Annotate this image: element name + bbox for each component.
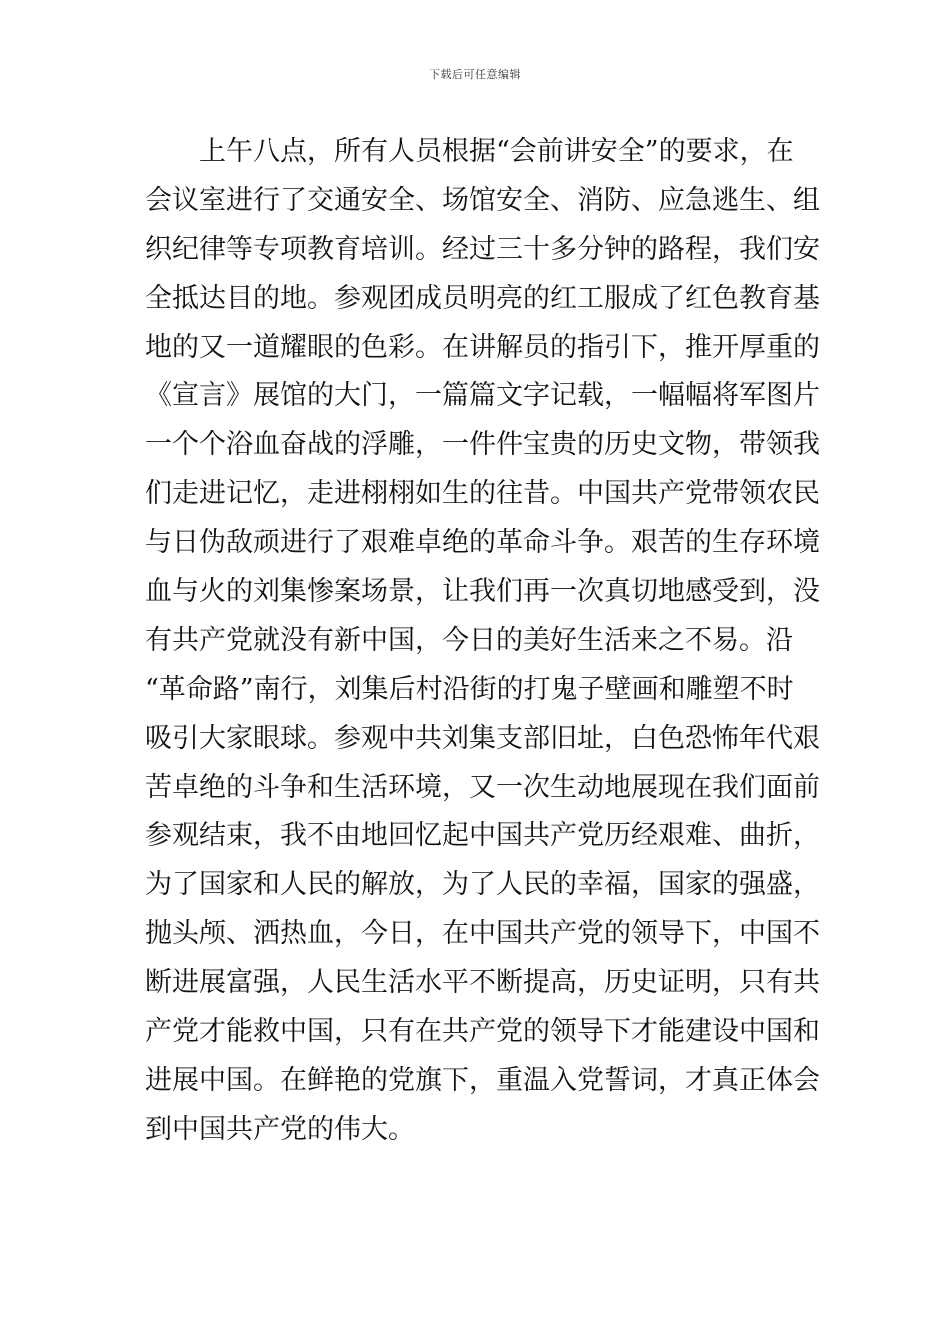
text-line: 一个个浴血奋战的浮雕，一件件宝贵的历史文物，带领我 xyxy=(145,429,820,461)
text-line: 苦卓绝的斗争和生活环境，又一次生动地展现在我们面前 xyxy=(145,771,820,803)
text-line: 为了国家和人民的解放，为了人民的幸福，国家的强盛， xyxy=(145,869,820,901)
text-line: 上午八点，所有人员根据“会前讲安全”的要求，在 xyxy=(145,136,794,167)
body-paragraph xyxy=(145,128,820,1155)
text-line: 会议室进行了交通安全、场馆安全、消防、应急逃生、组 xyxy=(145,184,820,216)
text-line: 有共产党就没有新中国，今日的美好生活来之不易。沿 xyxy=(145,624,793,656)
text-line: 全抵达目的地。参观团成员明亮的红工服成了红色教育基 xyxy=(145,282,820,314)
text-line: 产党才能救中国，只有在共产党的领导下才能建设中国和 xyxy=(145,1016,820,1048)
text-line: 断进展富强，人民生活水平不断提高，历史证明，只有共 xyxy=(145,967,820,999)
text-line: 织纪律等专项教育培训。经过三十多分钟的路程，我们安 xyxy=(145,233,820,265)
text-line: 们走进记忆，走进栩栩如生的往昔。中国共产党带领农民 xyxy=(145,478,820,510)
text-line: 到中国共产党的伟大。 xyxy=(145,1113,415,1145)
text-line: 参观结束，我不由地回忆起中国共产党历经艰难、曲折， xyxy=(145,820,820,852)
text-line: 《宣言》展馆的大门，一篇篇文字记载，一幅幅将军图片 xyxy=(145,380,820,412)
text-line: 血与火的刘集惨案场景，让我们再一次真切地感受到，没 xyxy=(145,576,820,608)
header-note: 下载后可任意编辑 xyxy=(429,68,521,81)
text-line: 地的又一道耀眼的色彩。在讲解员的指引下，推开厚重的 xyxy=(145,331,820,363)
text-line: 进展中国。在鲜艳的党旗下，重温入党誓词，才真正体会 xyxy=(145,1064,820,1096)
text-line: “革命路”南行，刘集后村沿街的打鬼子壁画和雕塑不时 xyxy=(145,673,794,705)
text-line: 吸引大家眼球。参观中共刘集支部旧址，白色恐怖年代艰 xyxy=(145,722,820,754)
text-line: 抛头颅、洒热血，今日，在中国共产党的领导下，中国不 xyxy=(145,918,820,950)
text-line: 与日伪敌顽进行了艰难卓绝的革命斗争。艰苦的生存环境 xyxy=(145,527,820,559)
